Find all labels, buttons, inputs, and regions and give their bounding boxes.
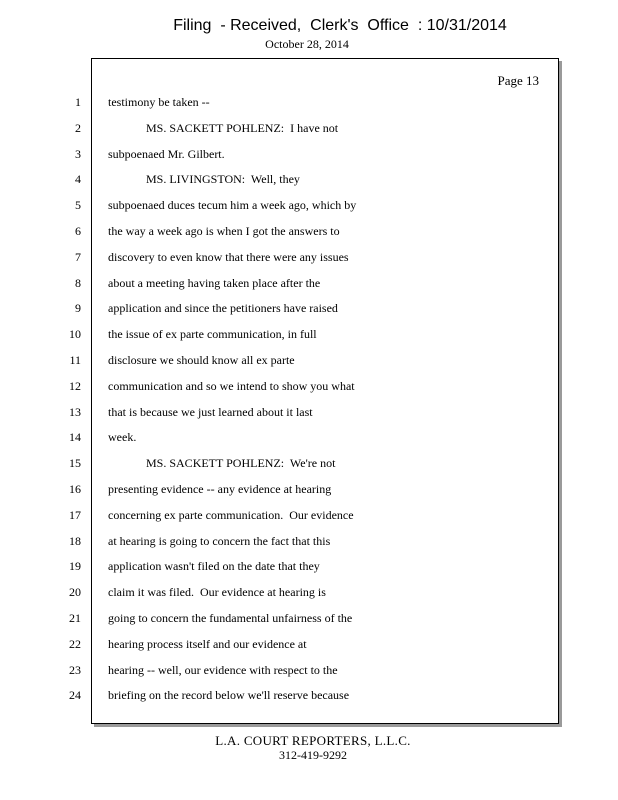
line-number: 24: [69, 688, 81, 703]
line-number: 3: [75, 146, 81, 161]
line-number: 13: [69, 404, 81, 419]
transcript-line: application and since the petitioners have raised: [108, 301, 338, 316]
transcript-line: testimony be taken --: [108, 95, 210, 109]
transcript-line: that is because we just learned about it last: [108, 404, 313, 419]
transcript-line: subpoenaed Mr. Gilbert.: [108, 146, 225, 161]
line-number: 15: [69, 456, 81, 471]
transcript-line: hearing -- well, our evidence with respect to the: [108, 662, 338, 677]
transcript-line: MS. SACKETT POHLENZ: I have not: [146, 120, 339, 135]
reporter-phone: 312-419-9292: [279, 748, 347, 762]
transcript-line: about a meeting having taken place after the: [108, 275, 321, 290]
transcript-line: communication and so we intend to show you what: [108, 378, 355, 393]
line-number: 20: [69, 585, 81, 600]
line-number: 2: [75, 120, 81, 135]
transcript-line: week.: [108, 430, 137, 445]
line-number: 23: [69, 662, 81, 677]
page-number: Page 13: [497, 73, 539, 88]
transcript-line: application wasn't filed on the date that they: [108, 559, 320, 574]
line-number: 5: [75, 198, 81, 213]
line-number: 11: [69, 352, 81, 367]
line-number: 7: [75, 249, 81, 264]
line-number: 21: [69, 610, 81, 625]
transcript-line: presenting evidence -- any evidence at hearing: [108, 481, 332, 496]
transcript-line: concerning ex parte communication. Our evidence: [108, 507, 354, 522]
line-number-column: [0, 93, 81, 712]
hearing-date: October 28, 2014: [265, 37, 349, 51]
line-number: 1: [75, 95, 81, 109]
transcript-line: hearing process itself and our evidence at: [108, 636, 307, 651]
transcript-line: claim it was filed. Our evidence at hearing is: [108, 585, 326, 600]
line-number: 16: [69, 481, 81, 496]
filing-stamp: Filing - Received, Clerk's Office : 10/31/2014: [173, 17, 507, 34]
transcript-line: MS. LIVINGSTON: Well, they: [146, 172, 300, 187]
line-number: 12: [69, 378, 81, 393]
line-number: 19: [69, 559, 81, 574]
transcript-text: [108, 93, 548, 712]
line-number: 4: [75, 172, 81, 187]
line-number: 14: [69, 430, 81, 445]
transcript-line: subpoenaed duces tecum him a week ago, which by: [108, 198, 357, 213]
transcript-line: the issue of ex parte communication, in full: [108, 327, 317, 342]
line-number: 17: [69, 507, 81, 522]
line-number: 9: [75, 301, 81, 316]
line-number: 18: [69, 533, 81, 548]
line-number: 10: [69, 327, 81, 342]
transcript-line: MS. SACKETT POHLENZ: We're not: [146, 456, 336, 471]
transcript-line: briefing on the record below we'll reserve because: [108, 688, 350, 703]
line-number: 8: [75, 275, 81, 290]
transcript-line: going to concern the fundamental unfairness of the: [108, 610, 353, 625]
reporter-firm: L.A. COURT REPORTERS, L.L.C.: [215, 733, 411, 748]
transcript-line: the way a week ago is when I got the answers to: [108, 223, 340, 238]
line-number: 6: [75, 223, 81, 238]
line-number: 22: [69, 636, 81, 651]
transcript-line: disclosure we should know all ex parte: [108, 352, 295, 367]
transcript-line: discovery to even know that there were any issues: [108, 249, 349, 264]
transcript-line: at hearing is going to concern the fact that this: [108, 533, 331, 548]
